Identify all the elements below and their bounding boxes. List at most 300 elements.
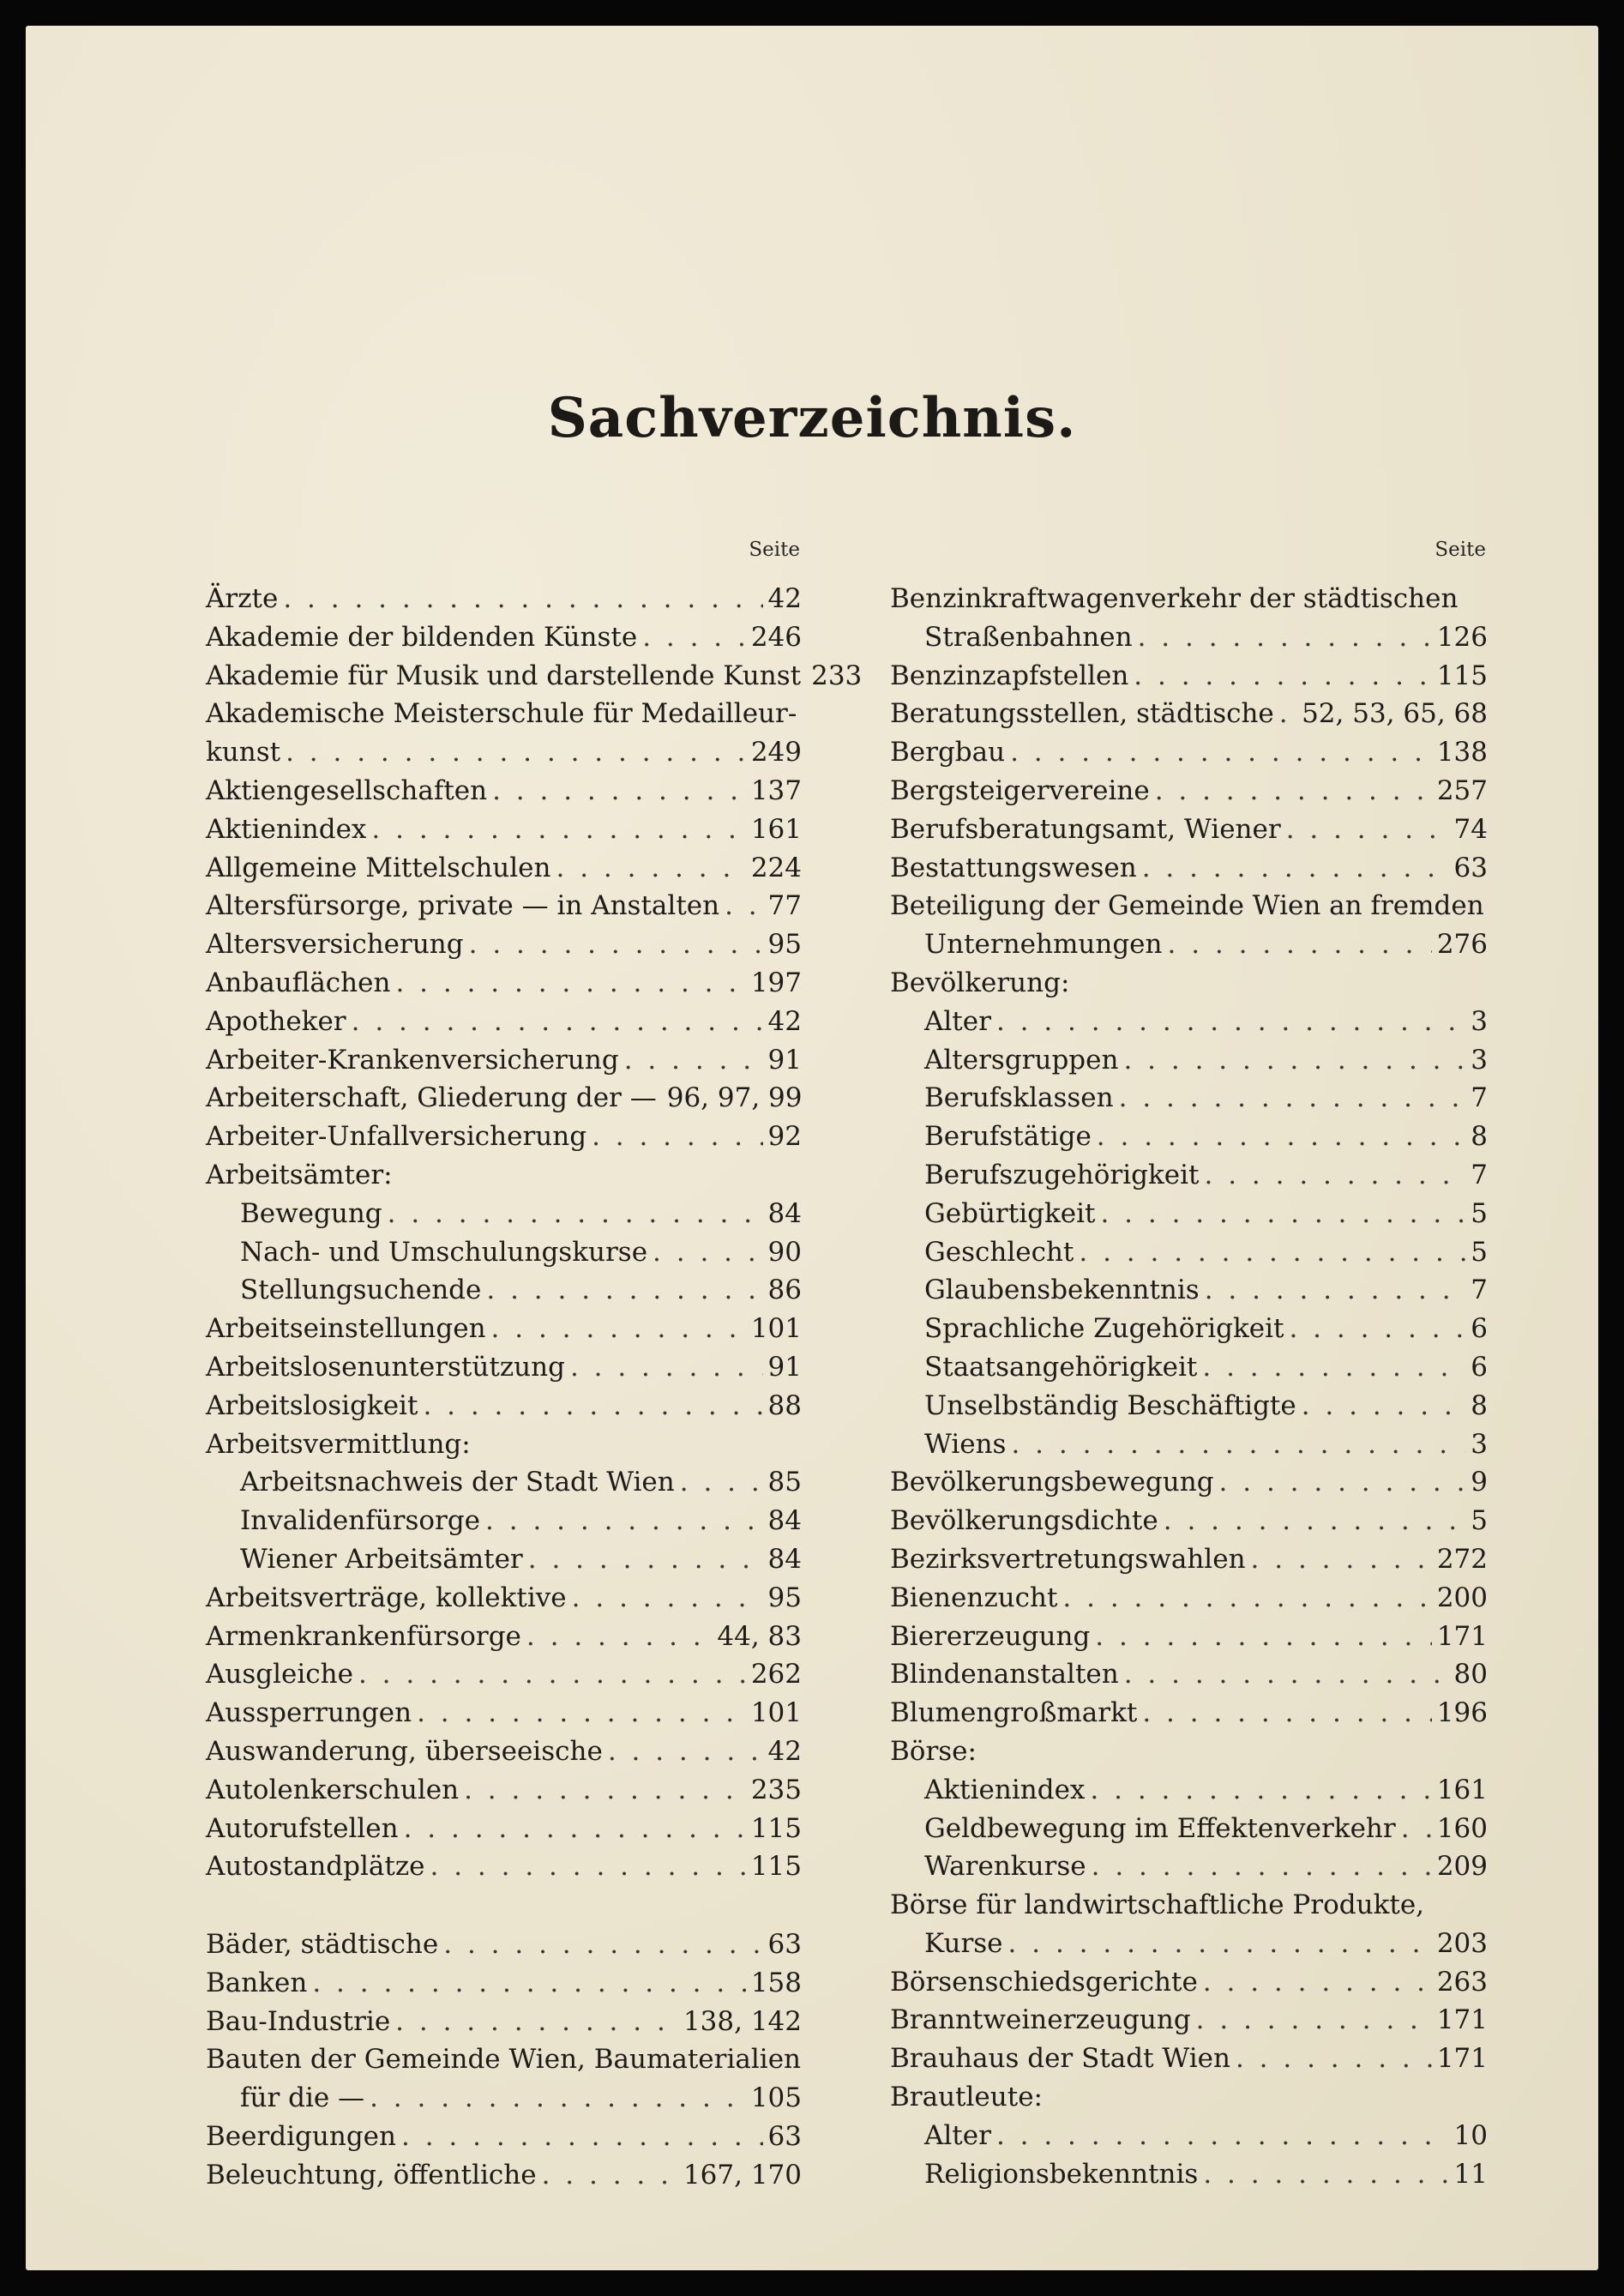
index-entry-label: Kurse xyxy=(924,1927,1003,1959)
index-entry xyxy=(890,1387,1488,1425)
leader-dots xyxy=(1100,1195,1465,1233)
index-entry xyxy=(206,1810,802,1848)
index-entry-page: 91 xyxy=(767,1351,802,1383)
leader-dots xyxy=(283,580,762,618)
index-entry-page: 171 xyxy=(1436,1620,1488,1652)
index-entry-label: Stellungsuchende xyxy=(240,1275,482,1306)
leader-dots xyxy=(492,772,746,811)
index-entry-page: 160 xyxy=(1436,1812,1488,1844)
index-entry-page: 6 xyxy=(1471,1313,1488,1345)
leader-dots xyxy=(1062,1579,1431,1618)
index-entry-label: Arbeitseinstellungen xyxy=(206,1313,486,1345)
index-entry xyxy=(206,1156,802,1195)
leader-dots xyxy=(491,1310,746,1348)
index-entries-left xyxy=(206,580,863,2195)
index-entry-label: Bevölkerung: xyxy=(890,967,1070,998)
leader-dots xyxy=(1092,1847,1432,1886)
index-entry-page: 3 xyxy=(1471,1005,1488,1037)
leader-dots xyxy=(1236,2040,1432,2078)
leader-dots xyxy=(486,1271,762,1310)
index-entry-label: Altersfürsorge, private — in Anstalten xyxy=(206,890,720,922)
index-entry-label: Berufsklassen xyxy=(924,1082,1114,1114)
leader-dots xyxy=(542,2156,678,2195)
index-entries-right xyxy=(890,580,1488,2193)
index-entry xyxy=(890,1886,1488,1925)
index-entry xyxy=(206,1502,802,1540)
leader-dots xyxy=(1123,1041,1465,1080)
index-entry-label: Arbeiter-Unfallversicherung xyxy=(206,1121,587,1153)
index-entry xyxy=(890,1655,1488,1694)
index-entry-label: Beteiligung der Gemeinde Wien an fremden xyxy=(890,890,1484,922)
index-entry xyxy=(890,1579,1488,1618)
index-entry-page: 63 xyxy=(1453,852,1488,883)
index-entry-label: Wiens xyxy=(924,1428,1007,1460)
leader-dots xyxy=(423,1387,762,1425)
leader-dots xyxy=(1286,811,1449,849)
index-entry xyxy=(890,1925,1488,1963)
index-entry-label: Geldbewegung im Effektenverkehr xyxy=(924,1812,1396,1844)
index-entry-page: 257 xyxy=(1436,774,1488,806)
index-entry-page: 262 xyxy=(750,1659,802,1690)
column-header-seite: Seite xyxy=(749,539,800,561)
leader-dots xyxy=(1202,1348,1465,1387)
index-entry-label: Akademische Meisterschule für Medailleur- xyxy=(206,698,797,730)
index-entry-label: Religionsbekenntnis xyxy=(924,2158,1199,2190)
leader-dots xyxy=(1119,1079,1466,1118)
index-entry xyxy=(206,1579,802,1618)
index-entry-label: Bezirksvertretungswahlen xyxy=(890,1543,1246,1575)
index-entry-label: Allgemeine Mittelschulen xyxy=(206,852,551,883)
index-entry xyxy=(206,772,802,811)
index-entry-label: Arbeitslosenunterstützung xyxy=(206,1351,565,1383)
index-entry-label: Blumengroßmarkt xyxy=(890,1697,1138,1729)
index-entry-label: Arbeiter-Krankenversicherung xyxy=(206,1044,619,1076)
index-entry-label: Warenkurse xyxy=(924,1851,1086,1883)
index-entry xyxy=(206,2040,802,2079)
index-entry xyxy=(890,772,1488,811)
index-entry xyxy=(890,695,1488,733)
index-entry-page: 91 xyxy=(767,1044,802,1076)
index-entry-page: 158 xyxy=(750,1967,802,1998)
index-entry-page: 115 xyxy=(750,1851,802,1883)
leader-dots xyxy=(526,1618,712,1656)
leader-dots xyxy=(312,1964,746,2003)
index-entry-label: Gebürtigkeit xyxy=(924,1197,1096,1229)
leader-dots xyxy=(1079,1233,1465,1272)
index-entry-label: Bergbau xyxy=(890,737,1006,768)
index-entry-page: 7 xyxy=(1471,1159,1488,1190)
index-entry xyxy=(890,1694,1488,1733)
index-entry-page: 96, 97, 99 xyxy=(666,1082,803,1114)
index-entry-label: Unselbständig Beschäftigte xyxy=(924,1389,1296,1421)
leader-dots xyxy=(1138,618,1432,657)
index-entry-label: Armenkrankenfürsorge xyxy=(206,1620,521,1652)
index-entry-label: Banken xyxy=(206,1967,308,1998)
leader-dots xyxy=(1097,1118,1465,1156)
leader-dots xyxy=(395,2003,678,2041)
index-entry xyxy=(890,1041,1488,1080)
index-entry-page: 90 xyxy=(767,1236,802,1268)
index-entry-page: 92 xyxy=(767,1121,802,1153)
leader-dots xyxy=(1010,733,1432,772)
index-entry-label: Bienenzucht xyxy=(890,1582,1058,1613)
index-entry-page: 115 xyxy=(1436,660,1488,691)
index-entry-page: 101 xyxy=(750,1313,802,1345)
index-entry xyxy=(206,1733,802,1771)
index-entry xyxy=(890,2040,1488,2078)
index-entry-label: Auswanderung, überseeische xyxy=(206,1735,603,1767)
index-entry-label: Börsenschiedsgerichte xyxy=(890,1966,1198,1998)
leader-dots xyxy=(1124,1655,1449,1694)
index-entry xyxy=(890,1348,1488,1387)
index-entry-label: Invalidenfürsorge xyxy=(240,1505,481,1537)
index-entry xyxy=(206,1118,802,1156)
index-entry-label: Autorufstellen xyxy=(206,1812,399,1844)
index-entry xyxy=(890,1733,1488,1771)
index-entry-label: Berufstätige xyxy=(924,1121,1092,1153)
leader-dots xyxy=(485,1502,763,1540)
index-entry xyxy=(206,1618,802,1656)
index-entry-label: Ärzte xyxy=(206,583,279,614)
index-entry-page: 77 xyxy=(767,890,802,922)
index-entry xyxy=(890,2001,1488,2040)
leader-dots xyxy=(1095,1618,1432,1656)
index-entry-label: Berufszugehörigkeit xyxy=(924,1159,1200,1190)
index-entry-page: 84 xyxy=(767,1197,802,1229)
index-entry-label: Straßenbahnen xyxy=(924,621,1133,653)
index-entry xyxy=(890,2078,1488,2117)
index-entry xyxy=(206,1310,802,1348)
index-entry-page: 95 xyxy=(767,929,802,961)
index-entry-label: Bestattungswesen xyxy=(890,852,1137,883)
leader-dots xyxy=(286,733,746,772)
index-entry-label: Brautleute: xyxy=(890,2082,1043,2113)
index-entry xyxy=(206,618,802,657)
index-entry xyxy=(890,2117,1488,2155)
index-entry-page: 233 xyxy=(811,660,863,691)
index-entry xyxy=(206,2003,802,2041)
index-entry-label: Biererzeugung xyxy=(890,1620,1091,1652)
index-entry xyxy=(890,1502,1488,1540)
index-entry-page: 42 xyxy=(767,1005,802,1037)
index-entry-label: Brauhaus der Stadt Wien xyxy=(890,2043,1230,2075)
leader-dots xyxy=(443,1925,762,1964)
index-entry xyxy=(206,1079,802,1118)
index-entry-page: 3 xyxy=(1471,1044,1488,1076)
index-entry xyxy=(206,1271,802,1310)
index-entry xyxy=(890,811,1488,849)
index-entry-page: 200 xyxy=(1436,1582,1488,1613)
index-entry-label: Beerdigungen xyxy=(206,2121,396,2153)
index-entry xyxy=(206,1233,802,1272)
index-entry-label: Benzinzapfstellen xyxy=(890,660,1129,691)
index-entry xyxy=(890,1079,1488,1118)
index-entry-page: 11 xyxy=(1453,2158,1488,2190)
index-entry-label: Ausgleiche xyxy=(206,1659,353,1690)
index-entry xyxy=(206,1387,802,1425)
leader-dots xyxy=(1203,2155,1448,2194)
index-entry xyxy=(206,811,802,849)
index-entry-page: 84 xyxy=(767,1505,802,1537)
index-entry-label: Aktienindex xyxy=(924,1774,1086,1805)
index-entry-label: Bevölkerungsdichte xyxy=(890,1505,1158,1537)
index-entry xyxy=(890,1310,1488,1348)
index-entry-label: Glaubensbekenntnis xyxy=(924,1275,1200,1306)
index-entry xyxy=(890,964,1488,1003)
index-entry-page: 5 xyxy=(1471,1197,1488,1229)
index-entry-page: 101 xyxy=(750,1697,802,1729)
index-entry xyxy=(206,580,802,618)
index-entry-label: Bauten der Gemeinde Wien, Baumaterialien xyxy=(206,2044,802,2076)
leader-dots xyxy=(352,1003,763,1041)
index-entry xyxy=(890,1271,1488,1310)
leader-dots xyxy=(528,1540,763,1579)
index-entry-label: Autostandplätze xyxy=(206,1851,425,1883)
index-entry xyxy=(890,2155,1488,2194)
leader-dots xyxy=(572,1579,763,1618)
index-entry-page: 126 xyxy=(1436,621,1488,653)
leader-dots xyxy=(570,1348,763,1387)
leader-dots xyxy=(1196,2001,1432,2040)
index-entry-page: 44, 83 xyxy=(717,1620,802,1652)
index-entry-page: 88 xyxy=(767,1389,802,1421)
index-entry xyxy=(890,733,1488,772)
index-entry xyxy=(890,1118,1488,1156)
index-entry xyxy=(890,1618,1488,1656)
leader-dots xyxy=(469,925,763,964)
index-entry-page: 246 xyxy=(750,621,802,653)
index-entry xyxy=(206,2118,802,2156)
page-title: Sachverzeichnis. xyxy=(547,386,1077,450)
index-entry-label: Aktiengesellschaften xyxy=(206,774,488,806)
index-entry xyxy=(206,1847,802,1886)
index-entry-label: Geschlecht xyxy=(924,1236,1074,1268)
index-entry-label: Bau-Industrie xyxy=(206,2005,391,2037)
index-entry-page: 6 xyxy=(1471,1351,1488,1383)
leader-dots xyxy=(556,849,746,888)
index-entry xyxy=(890,1463,1488,1502)
leader-dots xyxy=(370,2079,746,2118)
index-entry-label: Staatsangehörigkeit xyxy=(924,1351,1198,1383)
index-entry-label: Beratungsstellen, städtische xyxy=(890,698,1274,730)
index-entry xyxy=(206,925,802,964)
index-entry-page: 209 xyxy=(1436,1851,1488,1883)
index-entry xyxy=(890,1810,1488,1848)
index-entry xyxy=(890,1847,1488,1886)
index-entry-page: 161 xyxy=(750,813,802,845)
index-entry-label: Blindenanstalten xyxy=(890,1659,1119,1690)
index-entry xyxy=(206,1771,802,1810)
index-entry-label: Beleuchtung, öffentliche xyxy=(206,2159,537,2191)
index-entry-page: 235 xyxy=(750,1774,802,1805)
index-entry-label: Altersgruppen xyxy=(924,1044,1119,1076)
index-entry xyxy=(206,1348,802,1387)
index-entry-label: Börse für landwirtschaftliche Produkte, xyxy=(890,1889,1425,1921)
leader-dots xyxy=(608,1733,763,1771)
index-entry-page: 86 xyxy=(767,1275,802,1306)
leader-dots xyxy=(1279,695,1296,733)
index-entry-page: 263 xyxy=(1436,1966,1488,1998)
index-entry xyxy=(206,1655,802,1694)
index-entry-page: 171 xyxy=(1436,2004,1488,2036)
leader-dots xyxy=(464,1771,746,1810)
index-entry-page: 224 xyxy=(750,852,802,883)
index-entry-page: 5 xyxy=(1471,1505,1488,1537)
index-entry-label: kunst xyxy=(206,737,281,768)
leader-dots xyxy=(358,1655,746,1694)
index-entry xyxy=(206,1425,802,1464)
leader-dots xyxy=(1011,1425,1465,1464)
leader-dots xyxy=(430,1847,746,1886)
index-entry-label: Autolenkerschulen xyxy=(206,1774,460,1805)
leader-dots xyxy=(1167,925,1431,964)
index-entry-page: 85 xyxy=(767,1467,802,1498)
index-entry xyxy=(206,1964,802,2003)
leader-dots xyxy=(371,811,745,849)
index-entry xyxy=(890,580,1488,618)
index-entry xyxy=(890,657,1488,696)
index-entry-page: 3 xyxy=(1471,1428,1488,1460)
index-entry-label: für die — xyxy=(240,2082,365,2114)
index-entry-label: Arbeitslosigkeit xyxy=(206,1389,418,1421)
index-entry xyxy=(890,887,1488,925)
index-entry-page: 161 xyxy=(1436,1774,1488,1805)
index-entry-page: 8 xyxy=(1471,1389,1488,1421)
index-entry-label: Branntweinerzeugung xyxy=(890,2004,1191,2036)
index-entry-label: Arbeitsvermittlung: xyxy=(206,1428,471,1460)
index-entry-page: 167, 170 xyxy=(683,2159,802,2191)
index-entry xyxy=(206,887,802,925)
index-entry xyxy=(890,1771,1488,1810)
index-entry-label: Arbeitsnachweis der Stadt Wien xyxy=(240,1467,675,1498)
leader-dots xyxy=(388,1195,763,1233)
leader-dots xyxy=(1219,1463,1466,1502)
leader-dots xyxy=(1155,772,1432,811)
index-entry xyxy=(206,964,802,1003)
leader-dots xyxy=(404,1810,746,1848)
index-entry-label: Bergsteigervereine xyxy=(890,774,1150,806)
leader-dots xyxy=(1142,1694,1431,1733)
index-spacer xyxy=(206,1886,802,1925)
leader-dots xyxy=(680,1463,763,1502)
index-entry xyxy=(206,1041,802,1080)
index-entry xyxy=(890,849,1488,888)
index-entry xyxy=(890,925,1488,964)
index-entry-page: 52, 53, 65, 68 xyxy=(1302,698,1488,730)
index-entry-page: 74 xyxy=(1453,813,1488,845)
index-entry-page: 80 xyxy=(1453,1659,1488,1690)
index-entry-page: 95 xyxy=(767,1582,802,1613)
index-entry-page: 196 xyxy=(1436,1697,1488,1729)
index-entry-label: Arbeiterschaft, Gliederung der — xyxy=(206,1082,657,1114)
leader-dots xyxy=(725,887,762,925)
leader-dots xyxy=(395,964,745,1003)
leader-dots xyxy=(1205,1271,1466,1310)
leader-dots xyxy=(1008,1925,1432,1963)
index-entry-page: 42 xyxy=(767,1735,802,1767)
index-entry-page: 203 xyxy=(1436,1927,1488,1959)
index-entry-page: 9 xyxy=(1471,1467,1488,1498)
leader-dots xyxy=(1203,1963,1432,2002)
index-entry-page: 63 xyxy=(767,2121,802,2153)
leader-dots xyxy=(996,2117,1449,2155)
index-entry-page: 10 xyxy=(1453,2119,1488,2151)
index-entry xyxy=(890,1540,1488,1579)
leader-dots xyxy=(1134,657,1432,696)
leader-dots xyxy=(1142,849,1449,888)
index-entry xyxy=(206,1694,802,1733)
leader-dots xyxy=(653,1233,763,1272)
leader-dots xyxy=(417,1694,746,1733)
leader-dots xyxy=(1090,1771,1431,1810)
index-entry xyxy=(890,1233,1488,1272)
index-entry-page: 138, 142 xyxy=(683,2005,802,2037)
index-entry-page: 171 xyxy=(1436,2043,1488,2075)
index-entry-page: 138 xyxy=(1436,737,1488,768)
index-entry-page: 137 xyxy=(750,774,802,806)
index-entry-label: Arbeitsämter: xyxy=(206,1159,393,1190)
leader-dots xyxy=(642,618,746,657)
index-entry-label: Unternehmungen xyxy=(924,929,1163,961)
index-entry-label: Anbauflächen xyxy=(206,967,391,998)
index-entry-label: Wiener Arbeitsämter xyxy=(240,1543,523,1575)
index-entry-page: 84 xyxy=(767,1543,802,1575)
index-entry-label: Aussperrungen xyxy=(206,1697,412,1729)
index-entry-page: 7 xyxy=(1471,1082,1488,1114)
leader-dots xyxy=(1251,1540,1432,1579)
index-entry-page: 249 xyxy=(750,737,802,768)
index-entry xyxy=(206,695,802,733)
index-column-left xyxy=(206,539,863,2195)
index-entry-label: Arbeitsverträge, kollektive xyxy=(206,1582,567,1613)
index-entry-page: 63 xyxy=(767,1929,802,1961)
index-entry-page: 8 xyxy=(1471,1121,1488,1153)
index-entry xyxy=(890,1425,1488,1464)
index-entry xyxy=(206,2079,802,2118)
index-entry xyxy=(206,657,863,696)
index-entry-label: Apotheker xyxy=(206,1005,346,1037)
index-entry xyxy=(206,1195,802,1233)
index-entry-label: Akademie der bildenden Künste xyxy=(206,621,638,653)
index-entry-label: Nach- und Umschulungskurse xyxy=(240,1236,648,1268)
index-entry xyxy=(890,618,1488,657)
index-entry-label: Bäder, städtische xyxy=(206,1929,439,1961)
index-entry-label: Börse: xyxy=(890,1735,977,1767)
index-entry-label: Altersversicherung xyxy=(206,929,464,961)
leader-dots xyxy=(1205,1156,1466,1195)
index-entry-page: 272 xyxy=(1436,1543,1488,1575)
leader-dots xyxy=(1302,1387,1466,1425)
index-entry-label: Bewegung xyxy=(240,1197,382,1229)
index-entry xyxy=(890,1963,1488,2002)
index-entry xyxy=(206,733,802,772)
index-entry-label: Akademie für Musik und darstellende Kunst xyxy=(206,660,802,691)
index-entry xyxy=(206,1925,802,1964)
leader-dots xyxy=(624,1041,763,1080)
index-entry-label: Alter xyxy=(924,2119,991,2151)
index-entry xyxy=(206,849,802,888)
index-entry-page: 115 xyxy=(750,1812,802,1844)
index-entry xyxy=(890,1003,1488,1041)
index-entry xyxy=(206,2156,802,2195)
index-entry-page: 105 xyxy=(750,2082,802,2114)
index-entry-page: 7 xyxy=(1471,1275,1488,1306)
index-entry xyxy=(890,1195,1488,1233)
index-entry-page: 197 xyxy=(750,967,802,998)
leader-dots xyxy=(1401,1810,1432,1848)
leader-dots xyxy=(401,2118,763,2156)
index-entry-label: Bevölkerungsbewegung xyxy=(890,1467,1214,1498)
